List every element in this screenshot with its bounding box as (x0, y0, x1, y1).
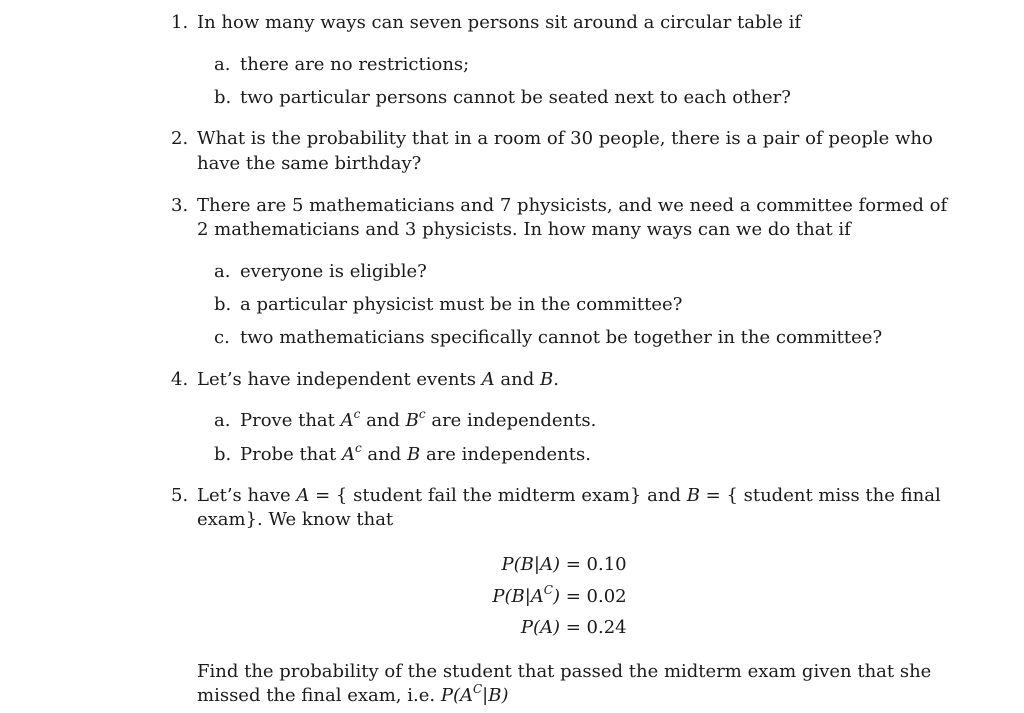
problem-1b-text: two particular persons cannot be seated next to each other? (240, 87, 791, 108)
equation-2 (440, 585, 627, 609)
problem-3-number: 3. (171, 195, 189, 216)
problem-1-number: 1. (171, 12, 189, 33)
problem-3a-text: everyone is eligible? (240, 261, 427, 282)
problem-3a-label: a. (214, 261, 231, 282)
problem-1a-text: there are no restrictions; (240, 54, 470, 75)
equation-3-rhs: = 0.24 (565, 617, 627, 638)
problem-4b-label: b. (214, 444, 232, 465)
problem-5-final-line1: Find the probability of the student that passed the midterm exam given that she (197, 661, 932, 682)
problem-3c-label: c. (214, 327, 230, 348)
problem-4-number: 4. (171, 369, 189, 390)
problem-4b-text: Probe that $A^c$ and B are independents. (240, 441, 591, 465)
problem-2-number: 2. (171, 128, 189, 149)
problem-3-line2: 2 mathematicians and 3 physicists. In how many ways can we do that if (197, 219, 851, 240)
equation-3 (440, 616, 627, 640)
problem-4a-text: Prove that $A^c$ and $B^c$ are independents. (240, 407, 597, 431)
problem-3-line1: There are 5 mathematicians and 7 physicists, and we need a committee formed of (197, 195, 948, 216)
problem-3b-text: a particular physicist must be in the committee? (240, 294, 683, 315)
equation-2-rhs: = 0.02 (565, 586, 627, 607)
problem-5-final-line2: missed the final exam, i.e. $P(A^C|B)$ (197, 682, 509, 706)
equation-3-lhs: P(A) (520, 617, 560, 638)
final-expression: $P(A^C|B)$ (440, 682, 509, 706)
equation-1 (440, 553, 627, 577)
equation-2-lhs: $P(B|A^C)$ (492, 583, 560, 607)
problem-5-number: 5. (171, 485, 189, 506)
problem-2-line1: What is the probability that in a room of 30 people, there is a pair of people who (197, 128, 933, 149)
equation-1-lhs: P(B|A) (501, 554, 560, 575)
problem-4-text: Let’s have independent events A and B. (197, 369, 559, 390)
problem-1a-label: a. (214, 54, 231, 75)
problem-4a-label: a. (214, 410, 231, 431)
problem-3c-text: two mathematicians specifically cannot be together in the committee? (240, 327, 883, 348)
problem-1b-label: b. (214, 87, 232, 108)
equation-1-rhs: = 0.10 (565, 554, 627, 575)
problem-5-line1: Let’s have A = { student fail the midterm exam} and B = { student miss the final (197, 485, 941, 506)
problem-1-text: In how many ways can seven persons sit around a circular table if (197, 12, 802, 33)
problem-5-line2: exam}. We know that (197, 509, 394, 530)
problem-3b-label: b. (214, 294, 232, 315)
problem-2-line2: have the same birthday? (197, 153, 422, 174)
var-a: A (481, 369, 495, 390)
var-b: B (539, 369, 554, 390)
